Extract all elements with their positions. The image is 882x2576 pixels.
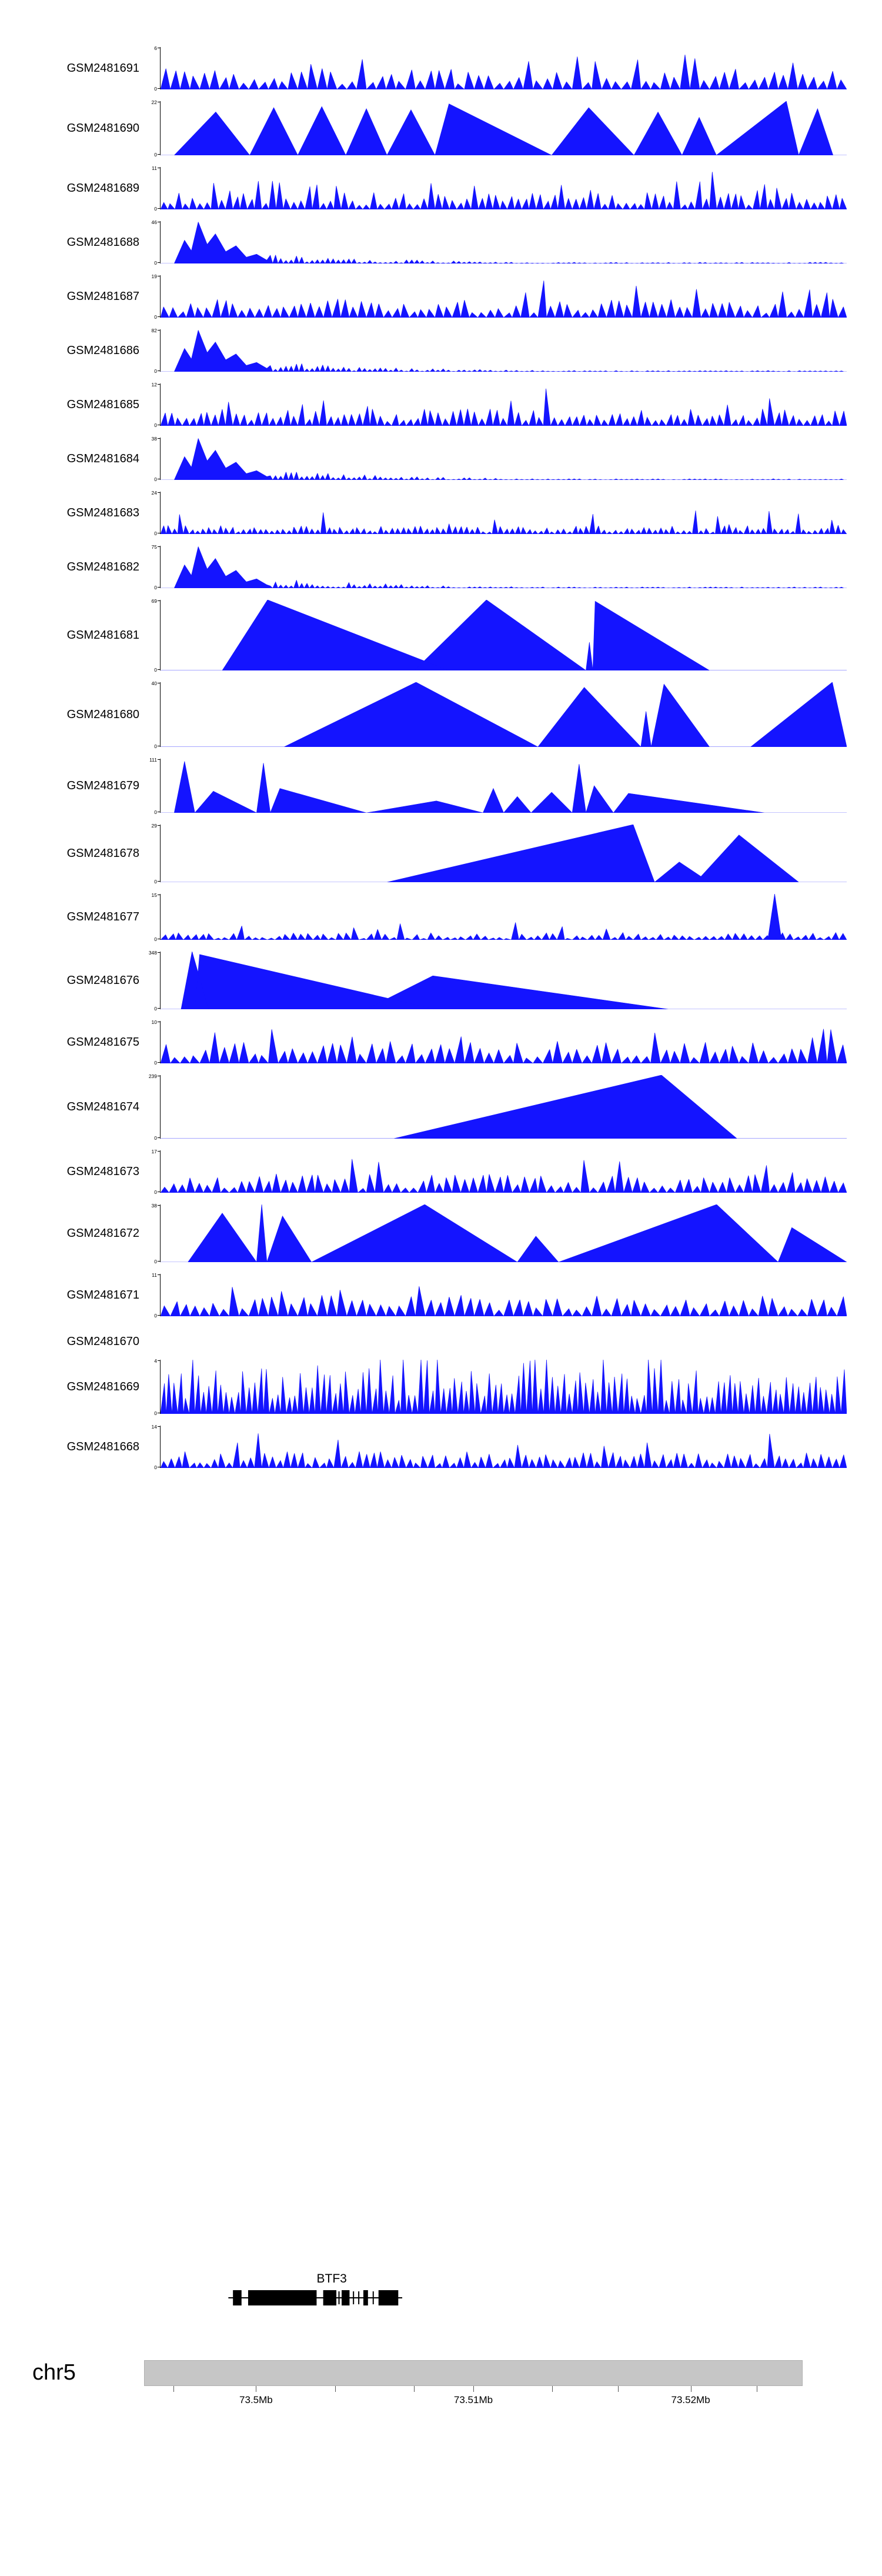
track-spacer	[0, 480, 882, 492]
track-signal-plot	[161, 894, 847, 940]
track-label: GSM2481671	[66, 1288, 139, 1302]
track-right-margin	[847, 221, 882, 263]
track-label: GSM2481682	[66, 560, 139, 573]
signal-track	[0, 1328, 882, 1355]
track-label: GSM2481669	[66, 1380, 139, 1393]
track-y-axis	[144, 275, 161, 318]
track-y-axis	[144, 165, 161, 212]
axis-minor-tick	[473, 2386, 474, 2392]
signal-track	[0, 894, 882, 940]
track-label: GSM2481678	[66, 846, 139, 860]
track-signal-plot	[161, 383, 847, 426]
track-spacer	[0, 1139, 882, 1150]
track-y-axis	[144, 546, 161, 588]
track-signal-plot	[161, 546, 847, 588]
y-axis-max-label: 38	[151, 1203, 157, 1209]
track-label: GSM2481684	[66, 452, 139, 465]
signal-track	[0, 438, 882, 480]
track-spacer	[0, 940, 882, 952]
track-right-margin	[847, 1274, 882, 1316]
gene-model-graphic	[0, 2261, 882, 2326]
track-signal-plot	[161, 1328, 847, 1355]
y-axis-min-label: 0	[154, 936, 157, 942]
track-y-axis	[144, 1360, 161, 1414]
track-label: GSM2481687	[66, 289, 139, 303]
y-axis-min-label: 0	[154, 879, 157, 885]
track-signal-plot	[161, 492, 847, 534]
signal-track	[0, 492, 882, 534]
y-axis-max-label: 75	[151, 544, 157, 550]
track-right-margin	[847, 1021, 882, 1063]
track-y-axis	[144, 1075, 161, 1139]
track-signal-plot	[161, 167, 847, 209]
y-axis-max-label: 11	[152, 165, 157, 171]
y-axis-min-label: 0	[154, 1313, 157, 1319]
y-axis-min-label: 0	[154, 206, 157, 212]
signal-track	[0, 1150, 882, 1193]
y-axis-min-label: 0	[154, 743, 157, 749]
track-right-margin	[847, 492, 882, 534]
track-y-axis	[144, 329, 161, 372]
y-axis-max-label: 14	[151, 1424, 157, 1430]
track-right-margin	[847, 1204, 882, 1262]
signal-track	[0, 759, 882, 813]
signal-track	[0, 165, 882, 212]
track-right-margin	[847, 329, 882, 372]
axis-minor-tick	[335, 2386, 336, 2392]
track-label: GSM2481677	[66, 910, 139, 923]
track-label: GSM2481674	[66, 1100, 139, 1113]
y-axis-max-label: 82	[151, 328, 157, 333]
y-axis-max-label: 10	[151, 1019, 157, 1025]
axis-minor-tick	[414, 2386, 415, 2392]
signal-track-list	[0, 47, 882, 1480]
y-axis-min-label: 0	[154, 152, 157, 158]
signal-track	[0, 1019, 882, 1066]
track-signal-plot	[161, 1075, 847, 1139]
signal-track	[0, 99, 882, 158]
track-y-axis	[144, 823, 161, 885]
axis-tick-label: 73.5Mb	[239, 2394, 273, 2405]
y-axis-max-label: 19	[151, 273, 157, 279]
track-right-margin	[847, 600, 882, 670]
signal-track	[0, 950, 882, 1012]
track-label: GSM2481680	[66, 708, 139, 721]
signal-track	[0, 1426, 882, 1468]
track-right-margin	[847, 952, 882, 1009]
track-signal-plot	[161, 825, 847, 882]
axis-tick-label: 73.52Mb	[671, 2394, 710, 2405]
track-y-axis	[144, 99, 161, 158]
track-spacer	[0, 372, 882, 383]
track-label: GSM2481673	[66, 1164, 139, 1178]
track-y-axis	[144, 1272, 161, 1319]
track-spacer	[0, 534, 882, 546]
track-right-margin	[847, 1426, 882, 1468]
y-axis-min-label: 0	[154, 585, 157, 590]
y-axis-max-label: 69	[151, 598, 157, 604]
y-axis-min-label: 0	[154, 1410, 157, 1416]
y-axis-min-label: 0	[154, 422, 157, 428]
track-spacer	[0, 155, 882, 167]
y-axis-min-label: 0	[154, 1060, 157, 1066]
y-axis-min-label: 0	[154, 667, 157, 673]
track-spacer	[0, 1262, 882, 1274]
track-spacer	[0, 1193, 882, 1204]
track-signal-plot	[161, 47, 847, 89]
y-axis-max-label: 348	[148, 950, 157, 956]
track-right-margin	[847, 438, 882, 480]
signal-track	[0, 45, 882, 92]
track-y-axis	[144, 45, 161, 92]
track-y-axis	[144, 1150, 161, 1193]
track-label: GSM2481675	[66, 1035, 139, 1049]
track-y-axis	[144, 1426, 161, 1468]
track-label: GSM2481679	[66, 779, 139, 792]
signal-track	[0, 546, 882, 588]
y-axis-max-label: 22	[151, 99, 157, 105]
track-spacer	[0, 426, 882, 438]
track-signal-plot	[161, 438, 847, 480]
y-axis-min-label: 0	[154, 1135, 157, 1141]
track-spacer	[0, 1414, 882, 1426]
track-spacer	[0, 588, 882, 600]
y-axis-min-label: 0	[154, 1464, 157, 1470]
track-right-margin	[847, 1075, 882, 1139]
signal-track	[0, 1075, 882, 1139]
signal-track	[0, 1204, 882, 1262]
track-spacer	[0, 1468, 882, 1480]
track-signal-plot	[161, 221, 847, 263]
track-signal-plot	[161, 1021, 847, 1063]
track-right-margin	[847, 759, 882, 813]
track-spacer	[0, 813, 882, 825]
track-signal-plot	[161, 275, 847, 318]
track-signal-plot	[161, 1274, 847, 1316]
y-axis-max-label: 17	[151, 1149, 157, 1154]
track-right-margin	[847, 825, 882, 882]
chromosome-label: chr5	[32, 2360, 76, 2385]
track-spacer	[0, 882, 882, 894]
y-axis-min-label: 0	[154, 86, 157, 92]
axis-minor-tick	[552, 2386, 553, 2392]
track-label: GSM2481670	[66, 1334, 139, 1348]
track-right-margin	[847, 275, 882, 318]
y-axis-max-label: 4	[154, 1358, 157, 1364]
track-spacer	[0, 667, 882, 682]
track-spacer	[0, 1009, 882, 1021]
y-axis-min-label: 0	[154, 314, 157, 320]
track-signal-plot	[161, 329, 847, 372]
y-axis-max-label: 40	[151, 680, 157, 686]
y-axis-max-label: 12	[151, 382, 157, 388]
chromosome-axis-row	[0, 2338, 882, 2426]
y-axis-min-label: 0	[154, 530, 157, 536]
track-right-margin	[847, 101, 882, 155]
track-right-margin	[847, 894, 882, 940]
track-y-axis	[144, 759, 161, 813]
track-label: GSM2481689	[66, 181, 139, 195]
signal-track	[0, 1360, 882, 1414]
track-label: GSM2481690	[66, 121, 139, 135]
y-axis-min-label: 0	[154, 1189, 157, 1195]
signal-track	[0, 219, 882, 266]
track-label: GSM2481672	[66, 1226, 139, 1240]
y-axis-max-label: 38	[151, 436, 157, 442]
y-axis-min-label: 0	[154, 476, 157, 482]
track-spacer	[0, 1316, 882, 1328]
y-axis-max-label: 11	[152, 1272, 157, 1278]
track-spacer	[0, 1355, 882, 1360]
track-label: GSM2481685	[66, 398, 139, 411]
y-axis-min-label: 0	[154, 368, 157, 374]
y-axis-max-label: 239	[148, 1073, 157, 1079]
track-label: GSM2481688	[66, 235, 139, 249]
gene-name-label: BTF3	[316, 2272, 347, 2285]
signal-track	[0, 1272, 882, 1319]
track-right-margin	[847, 1150, 882, 1193]
axis-minor-tick	[173, 2386, 174, 2392]
y-axis-max-label: 46	[151, 219, 157, 225]
signal-track	[0, 823, 882, 885]
track-right-margin	[847, 682, 882, 747]
track-signal-plot	[161, 682, 847, 747]
gene-model-row	[0, 2261, 882, 2326]
axis-tick-group	[144, 2386, 803, 2421]
track-y-axis	[144, 1019, 161, 1066]
track-right-margin	[847, 167, 882, 209]
y-axis-max-label: 29	[151, 823, 157, 829]
track-signal-plot	[161, 759, 847, 813]
axis-minor-tick	[618, 2386, 619, 2392]
track-label: GSM2481686	[66, 343, 139, 357]
track-y-axis	[144, 1204, 161, 1262]
track-y-axis	[144, 950, 161, 1012]
track-label: GSM2481691	[66, 61, 139, 75]
y-axis-max-label: 24	[151, 490, 157, 496]
track-y-axis	[144, 383, 161, 426]
track-label: GSM2481676	[66, 973, 139, 987]
track-right-margin	[847, 546, 882, 588]
track-spacer	[0, 1063, 882, 1075]
track-signal-plot	[161, 952, 847, 1009]
track-spacer	[0, 209, 882, 221]
y-axis-min-label: 0	[154, 809, 157, 815]
track-y-axis	[144, 438, 161, 480]
y-axis-max-label: 111	[149, 757, 157, 763]
track-y-axis	[144, 682, 161, 747]
track-spacer	[0, 260, 882, 275]
signal-track	[0, 383, 882, 426]
track-spacer	[0, 89, 882, 101]
track-signal-plot	[161, 1426, 847, 1468]
track-y-axis	[144, 492, 161, 534]
track-label: GSM2481683	[66, 506, 139, 519]
track-signal-plot	[161, 1204, 847, 1262]
track-y-axis	[144, 894, 161, 940]
track-label: GSM2481681	[66, 628, 139, 642]
track-spacer	[0, 318, 882, 329]
track-signal-plot	[161, 101, 847, 155]
track-y-axis	[144, 219, 161, 266]
y-axis-max-label: 6	[154, 45, 157, 51]
track-y-axis	[144, 1328, 161, 1355]
y-axis-max-label: 15	[151, 892, 157, 898]
y-axis-min-label: 0	[154, 260, 157, 266]
y-axis-min-label: 0	[154, 1259, 157, 1264]
signal-track	[0, 598, 882, 673]
track-signal-plot	[161, 1150, 847, 1193]
track-y-axis	[144, 598, 161, 673]
y-axis-min-label: 0	[154, 1006, 157, 1012]
track-right-margin	[847, 383, 882, 426]
track-signal-plot	[161, 1360, 847, 1414]
signal-track	[0, 682, 882, 747]
track-signal-plot	[161, 600, 847, 670]
track-spacer	[0, 747, 882, 759]
ideogram-bar	[144, 2360, 803, 2386]
signal-track	[0, 275, 882, 318]
track-right-margin	[847, 47, 882, 89]
axis-tick-label: 73.51Mb	[453, 2394, 493, 2405]
track-right-margin	[847, 1360, 882, 1414]
signal-track	[0, 329, 882, 372]
track-right-margin	[847, 1328, 882, 1355]
track-label: GSM2481668	[66, 1440, 139, 1453]
